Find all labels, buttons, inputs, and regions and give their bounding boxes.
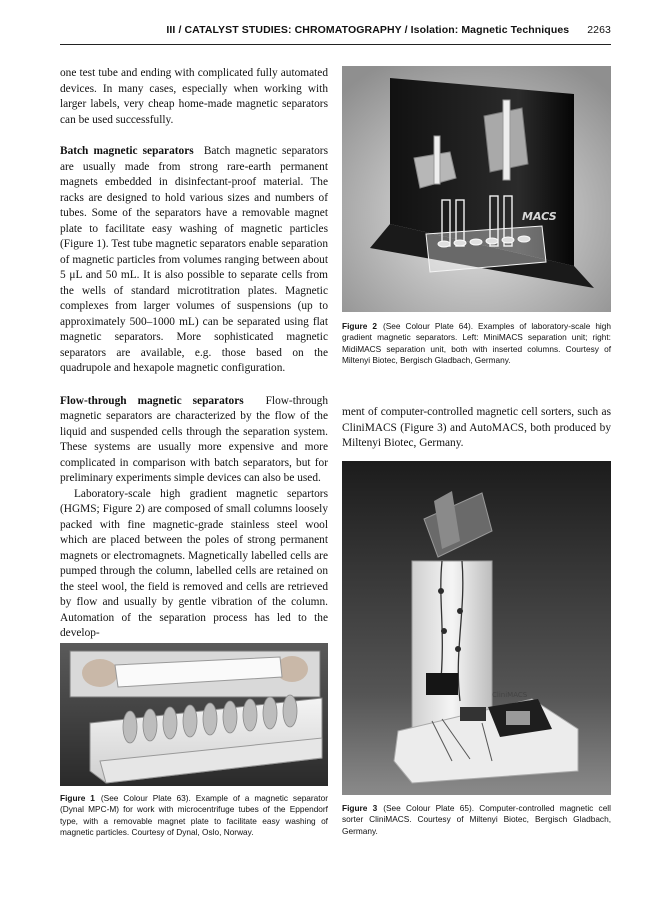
running-title: III / CATALYST STUDIES: CHROMATOGRAPHY / Isolation: Magnetic Techniques [166, 24, 570, 36]
right-column-paragraph: ment of computer-controlled magnetic cell sorters, such as CliniMACS (Figure 3) and AutoMACS, both produced by Miltenyi Biotec, Germany. [342, 406, 611, 449]
header-rule [60, 44, 611, 45]
left-column [60, 66, 328, 642]
figure-1-image [60, 643, 328, 786]
macs-logo [522, 210, 557, 223]
figure-1-caption [60, 793, 328, 838]
figure-1-caption-text: (See Colour Plate 63). Example of a magnetic separator (Dynal MPC-M) for work with microcentrifuge tubes of the Eppendorf type, with a removable magnet plate to facilitate easy washing of magnetic particles. Courtesy of Dynal, Oslo, Norway. [60, 793, 328, 837]
figure-2-label: Figure 2 [342, 321, 377, 331]
batch-text: Batch magnetic separators are usually made from strong rare-earth permanent magnets embedded in disinfectant-proof material. The racks are designed to hold various sizes and numbers of tubes. Some of the separators have a removable magnet plate to facilitate easy washing of magnetic particles (Figure 1). Test tube magnetic separators enable separation of magnetic particles from volumes ranging between about 5 μL and 50 mL. It is also possible to separate cells from the wells of standard microtitration plates. Magnetic complexes from larger volumes of suspensions (up to approximately 500–1000 mL) can be separated using flat magnetic separators. More sophisticated magnetic separators are available, e.g. those based on the quadrupole and hexapole magnetic configuration. [60, 145, 328, 374]
figure-3-caption-text: (See Colour Plate 65). Computer-controlled magnetic cell sorter CliniMACS. Courtesy of Miltenyi Biotec, Bergisch Gladbach, Germany. [342, 803, 611, 836]
figure-2-caption-text: (See Colour Plate 64). Examples of laboratory-scale high gradient magnetic separators. Left: MiniMACS separation unit; right: MidiMACS separation unit, both with inserted columns. Courtesy of Miltenyi Biotec, Bergisch Gladbach, Germany. [342, 321, 611, 365]
clinimacs-label [492, 691, 528, 699]
figure-3-image [342, 461, 611, 795]
figure-3-caption [342, 803, 611, 837]
running-header [0, 24, 611, 36]
svg-text:CliniMACS: CliniMACS [492, 691, 528, 699]
right-column [342, 405, 611, 452]
clinimacs-photo [342, 461, 611, 795]
svg-text:MACS: MACS [522, 210, 557, 223]
figure-1-label: Figure 1 [60, 793, 95, 803]
flow-paragraph [60, 394, 328, 487]
batch-heading: Batch magnetic separators [60, 145, 194, 157]
batch-paragraph [60, 144, 328, 377]
flow-heading: Flow-through magnetic separators [60, 394, 244, 407]
macs-separators-photo [342, 66, 611, 312]
figure-2-image [342, 66, 611, 312]
magnetic-separator-photo [60, 643, 328, 786]
figure-3-label: Figure 3 [342, 803, 378, 813]
hgms-paragraph: Laboratory-scale high gradient magnetic separtors (HGMS; Figure 2) are composed of small columns loosely packed with fine magnetic-grade stainless steel wool which are placed between the poles of strong permanent magnets or electromagnets. Magnetically labelled cells are pumped through the column, labelled cells are retained on the steel wool, the field is removed and cells are retrieved by flow and usually by gentle vibration of the column. Automation of the separation process has led to the develop- [60, 487, 328, 639]
page-number: 2263 [587, 24, 611, 36]
flow-text: Flow-through magnetic separators are characterized by the flow of the liquid and suspended cells through the separation system. These systems are usually more expensive and more complicated in comparison with batch separators, but for preliminary experiments simple devices can also be used. [60, 394, 328, 484]
intro-paragraph: one test tube and ending with complicated fully automated devices. In many cases, especially when working with larger labels, very cheap home-made magnetic separators can be used successfully. [60, 67, 328, 126]
figure-2-caption [342, 321, 611, 366]
